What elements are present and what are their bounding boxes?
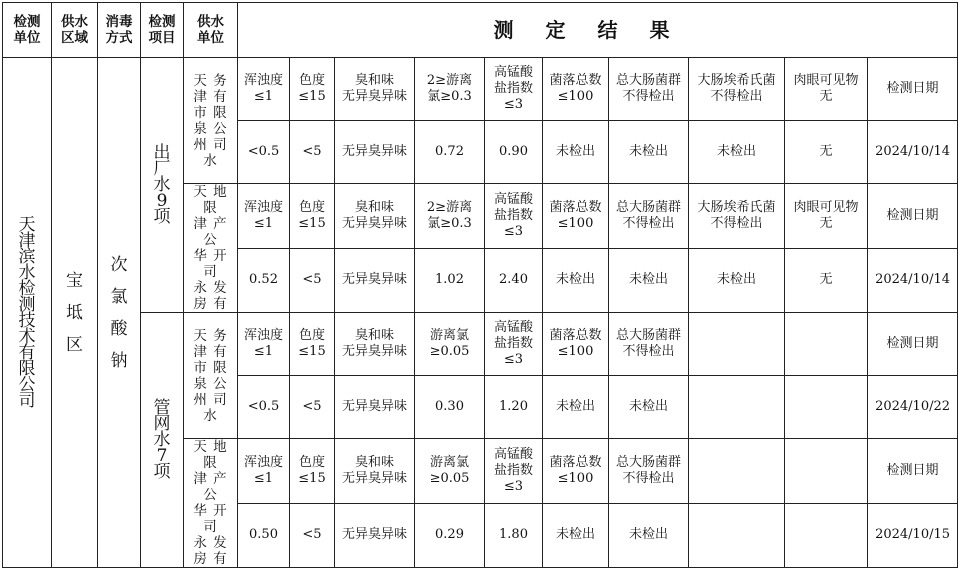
header-row [3,3,958,58]
value-coliforms: 未检出 [609,503,689,568]
standard-test-date-label: 检测日期 [868,184,958,249]
value-colony-count: 未检出 [543,503,609,568]
standard-color: 色度 ≤15 [290,439,335,504]
value-color: <5 [290,503,335,568]
value-permanganate: 2.40 [485,248,543,313]
standard-test-date-label: 检测日期 [868,58,958,121]
empty-cell [689,313,785,376]
value-e-coli: 未检出 [689,248,785,313]
supplier-cell: 天 务 津 有 市 限 泉 公 州 司 水 [184,58,238,184]
value-visible-matter: 无 [785,121,868,184]
standard-turbidity: 浑浊度 ≤1 [238,184,290,249]
standard-turbidity: 浑浊度 ≤1 [238,439,290,504]
standard-free-chlorine: 游离氯 ≥0.05 [415,439,485,504]
standard-e-coli: 大肠埃希氏菌 不得检出 [689,58,785,121]
section-label-network-water: 管 网 水 7 项 [141,313,184,568]
value-visible-matter: 无 [785,248,868,313]
standard-color: 色度 ≤15 [290,313,335,376]
value-turbidity: 0.50 [238,503,290,568]
value-coliforms: 未检出 [609,248,689,313]
standard-odor: 臭和味 无异臭异味 [335,439,415,504]
value-turbidity: 0.52 [238,248,290,313]
value-color: <5 [290,376,335,439]
standard-colony-count: 菌落总数 ≤100 [543,184,609,249]
value-coliforms: 未检出 [609,376,689,439]
empty-cell [785,376,868,439]
standard-test-date-label: 检测日期 [868,313,958,376]
empty-cell [689,376,785,439]
value-free-chlorine: 1.02 [415,248,485,313]
value-color: <5 [290,121,335,184]
standard-colony-count: 菌落总数 ≤100 [543,313,609,376]
value-test-date: 2024/10/22 [868,376,958,439]
value-colony-count: 未检出 [543,121,609,184]
standard-test-date-label: 检测日期 [868,439,958,504]
supply-area-cell: 宝 坻 区 [52,58,98,568]
standard-coliforms: 总大肠菌群 不得检出 [609,184,689,249]
supplier-cell: 天 地 限 津 产 公 华 开 司 永 发 房 有 [184,439,238,568]
value-coliforms: 未检出 [609,121,689,184]
standard-turbidity: 浑浊度 ≤1 [238,58,290,121]
value-odor: 无异臭异味 [335,248,415,313]
standard-odor: 臭和味 无异臭异味 [335,184,415,249]
value-color: <5 [290,248,335,313]
value-colony-count: 未检出 [543,248,609,313]
header-results: 测定结果 [238,3,958,58]
value-odor: 无异臭异味 [335,376,415,439]
water-quality-report-table [2,2,958,568]
standard-free-chlorine: 2≥游离 氯≥0.3 [415,58,485,121]
supplier-cell: 天 务 津 有 市 限 泉 公 州 司 水 [184,313,238,439]
standard-coliforms: 总大肠菌群 不得检出 [609,58,689,121]
value-odor: 无异臭异味 [335,503,415,568]
standard-coliforms: 总大肠菌群 不得检出 [609,439,689,504]
standard-permanganate: 高锰酸 盐指数 ≤3 [485,313,543,376]
value-permanganate: 1.20 [485,376,543,439]
standard-free-chlorine: 游离氯 ≥0.05 [415,313,485,376]
standard-colony-count: 菌落总数 ≤100 [543,58,609,121]
standard-visible-matter: 肉眼可见物 无 [785,184,868,249]
value-test-date: 2024/10/14 [868,121,958,184]
value-test-date: 2024/10/15 [868,503,958,568]
empty-cell [689,503,785,568]
standard-permanganate: 高锰酸 盐指数 ≤3 [485,184,543,249]
standard-e-coli: 大肠埃希氏菌 不得检出 [689,184,785,249]
standard-odor: 臭和味 无异臭异味 [335,313,415,376]
value-turbidity: <0.5 [238,121,290,184]
disinfection-method-cell: 次 氯 酸 钠 [98,58,141,568]
header-item: 检测 项目 [141,3,184,58]
empty-cell [785,313,868,376]
standard-colony-count: 菌落总数 ≤100 [543,439,609,504]
value-permanganate: 1.80 [485,503,543,568]
table-row [3,313,958,376]
value-e-coli: 未检出 [689,121,785,184]
standard-color: 色度 ≤15 [290,184,335,249]
empty-cell [785,439,868,504]
supplier-cell: 天 地 限 津 产 公 华 开 司 永 发 房 有 [184,184,238,313]
value-odor: 无异臭异味 [335,121,415,184]
header-unit: 检测 单位 [3,3,52,58]
value-test-date: 2024/10/14 [868,248,958,313]
standard-turbidity: 浑浊度 ≤1 [238,313,290,376]
test-unit-cell: 天 津 滨 水 检 测 技 术 有 限 公 司 [3,58,52,568]
standard-odor: 臭和味 无异臭异味 [335,58,415,121]
table-row [3,58,958,121]
value-free-chlorine: 0.29 [415,503,485,568]
standard-permanganate: 高锰酸 盐指数 ≤3 [485,58,543,121]
value-permanganate: 0.90 [485,121,543,184]
standard-color: 色度 ≤15 [290,58,335,121]
empty-cell [689,439,785,504]
standard-free-chlorine: 2≥游离 氯≥0.3 [415,184,485,249]
standard-permanganate: 高锰酸 盐指数 ≤3 [485,439,543,504]
empty-cell [785,503,868,568]
value-free-chlorine: 0.30 [415,376,485,439]
header-supplier: 供水 单位 [184,3,238,58]
value-free-chlorine: 0.72 [415,121,485,184]
standard-visible-matter: 肉眼可见物 无 [785,58,868,121]
value-turbidity: <0.5 [238,376,290,439]
header-area: 供水 区域 [52,3,98,58]
value-colony-count: 未检出 [543,376,609,439]
section-label-outlet-water: 出 厂 水 9 项 [141,58,184,313]
standard-coliforms: 总大肠菌群 不得检出 [609,313,689,376]
header-method: 消毒 方式 [98,3,141,58]
